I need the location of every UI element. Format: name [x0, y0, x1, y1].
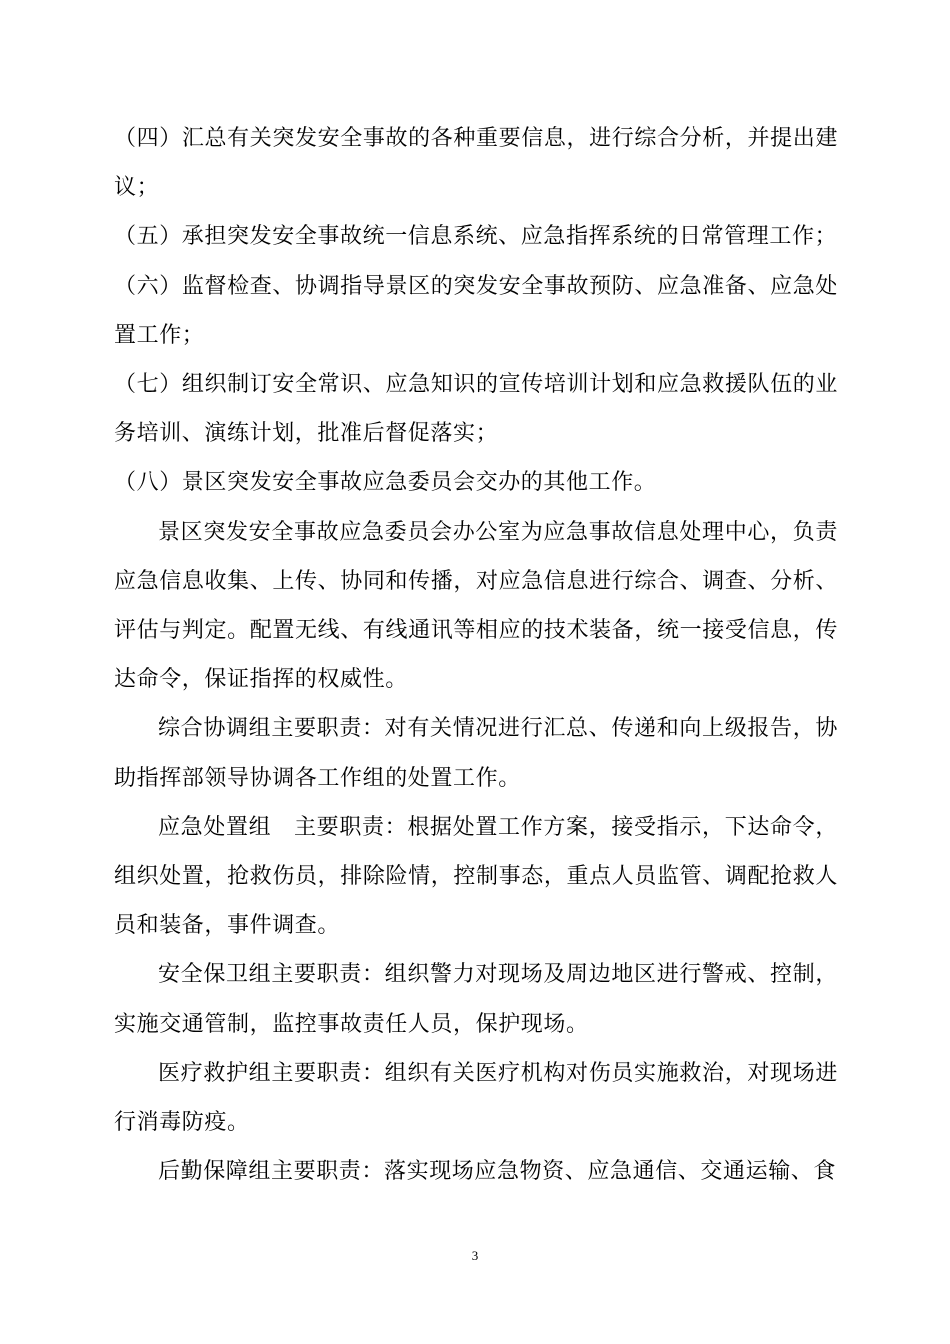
- document-body: [114, 114, 838, 1196]
- paragraph-item-8-other-work: （八）景区突发安全事故应急委员会交办的其他工作。: [114, 470, 657, 496]
- paragraph-coordination-group: 综合协调组主要职责：对有关情况进行汇总、传递和向上级报告，协助指挥部领导协调各工作组的处置工作。: [114, 716, 838, 791]
- page-number: 3: [471, 1248, 479, 1263]
- paragraph-logistics-group: 后勤保障组主要职责：落实现场应急物资、应急通信、交通运输、食: [158, 1159, 837, 1185]
- paragraph-emergency-response-group: 应急处置组 主要职责：根据处置工作方案，接受指示，下达命令，组织处置，抢救伤员，排除险情，控制事态，重点人员监管、调配抢救人员和装备，事件调查。: [114, 814, 838, 939]
- paragraph-item-6-supervision: （六）监督检查、协调指导景区的突发安全事故预防、应急准备、应急处置工作；: [114, 273, 838, 348]
- paragraph-security-group: 安全保卫组主要职责：组织警力对现场及周边地区进行警戒、控制，实施交通管制，监控事故责任人员，保护现场。: [114, 962, 838, 1037]
- paragraph-office-role: 景区突发安全事故应急委员会办公室为应急事故信息处理中心，负责应急信息收集、上传、协同和传播，对应急信息进行综合、调查、分析、评估与判定。配置无线、有线通讯等相应的技术装备，统一接受信息，传达命令，保证指挥的权威性。: [114, 519, 838, 693]
- paragraph-medical-group: 医疗救护组主要职责：组织有关医疗机构对伤员实施救治，对现场进行消毒防疫。: [114, 1060, 838, 1136]
- paragraph-item-5-system-management: （五）承担突发安全事故统一信息系统、应急指挥系统的日常管理工作；: [114, 224, 838, 250]
- paragraph-item-4-summary: （四）汇总有关突发安全事故的各种重要信息，进行综合分析，并提出建议；: [114, 126, 838, 201]
- paragraph-item-7-training: （七）组织制订安全常识、应急知识的宣传培训计划和应急救援队伍的业务培训、演练计划，批准后督促落实；: [114, 372, 838, 447]
